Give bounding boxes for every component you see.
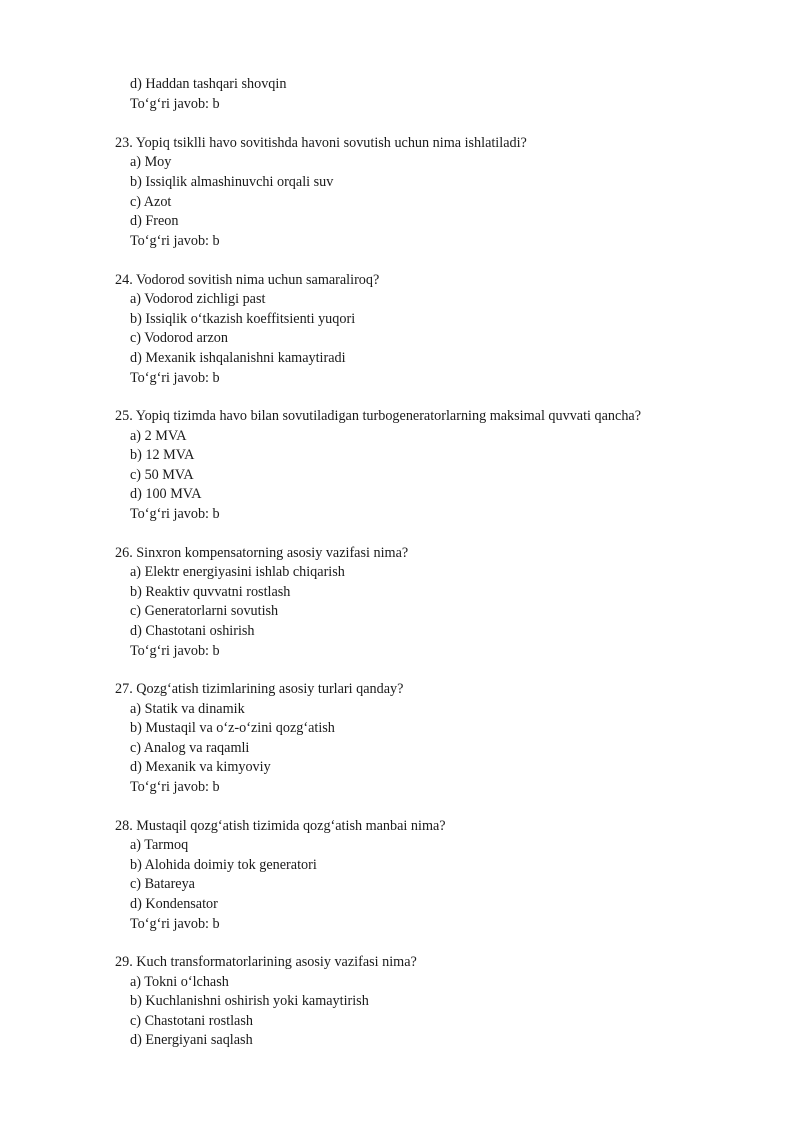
question-23-option-d: d) Freon — [130, 213, 179, 230]
question-27-answer: To‘g‘ri javob: b — [130, 779, 220, 795]
question-29-option-d: d) Energiyani saqlash — [130, 1032, 253, 1049]
question-26-title: 26. Sinxron kompensatorning asosiy vazifasi nima? — [115, 544, 409, 561]
question-29-option-a: a) Tokni o‘lchash — [130, 973, 229, 990]
question-26-option-b: b) Reaktiv quvvatni rostlash — [130, 583, 291, 600]
question-27-title: 27. Qozg‘atish tizimlarining asosiy turlari qanday? — [115, 681, 404, 697]
question-28-answer: To‘g‘ri javob: b — [130, 915, 220, 932]
question-29-option-c: c) Chastotani rostlash — [130, 1012, 253, 1029]
question-25-answer: To‘g‘ri javob: b — [130, 506, 220, 522]
question-22-answer: To‘g‘ri javob: b — [130, 95, 220, 112]
question-22-option-d: d) Haddan tashqari shovqin — [130, 76, 287, 92]
question-27-option-b: b) Mustaqil va o‘z-o‘zini qozg‘atish — [130, 720, 335, 737]
question-26-option-c: c) Generatorlarni sovutish — [130, 603, 279, 620]
question-27-option-d: d) Mexanik va kimyoviy — [130, 759, 271, 776]
question-24-option-d: d) Mexanik ishqalanishni kamaytiradi — [130, 349, 346, 366]
question-27-option-c: c) Analog va raqamli — [130, 739, 250, 756]
question-29-option-b: b) Kuchlanishni oshirish yoki kamaytirish — [130, 993, 369, 1010]
question-26-option-a: a) Elektr energiyasini ishlab chiqarish — [130, 564, 345, 581]
question-24-title: 24. Vodorod sovitish nima uchun samaraliroq? — [115, 271, 380, 288]
question-27-option-a: a) Statik va dinamik — [130, 700, 245, 717]
question-29-title: 29. Kuch transformatorlarining asosiy vazifasi nima? — [115, 954, 417, 970]
question-28-option-c: c) Batareya — [130, 876, 195, 893]
question-24-option-b: b) Issiqlik o‘tkazish koeffitsienti yuqori — [130, 310, 356, 327]
question-24-option-c: c) Vodorod arzon — [130, 330, 228, 347]
question-28-option-a: a) Tarmoq — [130, 837, 189, 854]
question-26-answer: To‘g‘ri javob: b — [130, 642, 220, 659]
question-25-option-a: a) 2 MVA — [130, 427, 187, 444]
question-28-title: 28. Mustaqil qozg‘atish tizimida qozg‘atish manbai nima? — [115, 817, 446, 834]
question-23-option-c: c) Azot — [130, 193, 172, 210]
question-25-option-b: b) 12 MVA — [130, 447, 195, 464]
question-24-answer: To‘g‘ri javob: b — [130, 369, 220, 386]
question-23-title: 23. Yopiq tsiklli havo sovitishda havoni sovutish uchun nima ishlatiladi? — [115, 134, 527, 151]
question-28-option-b: b) Alohida doimiy tok generatori — [130, 856, 317, 873]
question-25-title: 25. Yopiq tizimda havo bilan sovutiladigan turbogeneratorlarning maksimal quvvati qancha? — [115, 408, 642, 424]
question-25-option-d: d) 100 MVA — [130, 486, 202, 503]
question-23-option-a: a) Moy — [130, 154, 172, 171]
question-26-option-d: d) Chastotani oshirish — [130, 622, 255, 639]
question-28-option-d: d) Kondensator — [130, 895, 218, 912]
question-25-option-c: c) 50 MVA — [130, 466, 194, 483]
question-24-option-a: a) Vodorod zichligi past — [130, 291, 266, 308]
question-23-answer: To‘g‘ri javob: b — [130, 232, 220, 249]
question-23-option-b: b) Issiqlik almashinuvchi orqali suv — [130, 174, 334, 190]
